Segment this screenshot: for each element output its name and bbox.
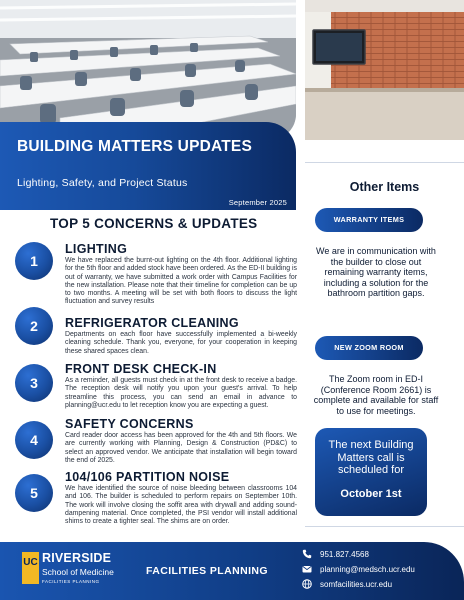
concern-title: FRONT DESK CHECK-IN — [65, 362, 217, 376]
web-icon — [302, 579, 312, 589]
issue-date: September 2025 — [228, 198, 287, 207]
new-zoom-room-label: NEW ZOOM ROOM — [315, 336, 423, 360]
concern-title: SAFETY CONCERNS — [65, 417, 194, 431]
concern-number-badge: 4 — [15, 421, 53, 459]
page-subtitle: Lighting, Safety, and Project Status — [17, 177, 188, 189]
ucr-logo — [22, 550, 122, 592]
department-name: FACILITIES PLANNING — [146, 565, 268, 577]
page-title: BUILDING MATTERS UPDATES — [17, 138, 252, 155]
concern-body: Card reader door access has been approved for the 4th and 5th floors. We are currently working with Planning, Design & Construction (PD&C) to select an approved vendor. We anticipate that installation will begin toward the end of 2025. — [65, 432, 297, 464]
logo-school: School of Medicine — [42, 567, 114, 577]
zoom-room-photo — [305, 0, 464, 140]
logo-dept: FACILITIES PLANNING — [42, 579, 100, 584]
concern-title: REFRIGERATOR CLEANING — [65, 316, 239, 330]
classroom-photo — [0, 0, 296, 140]
email-address[interactable]: planning@medsch.ucr.edu — [320, 565, 415, 574]
warranty-items-label: WARRANTY ITEMS — [315, 208, 423, 232]
uc-logo-mark: UC — [22, 552, 39, 584]
concern-title: 104/106 PARTITION NOISE — [65, 470, 230, 484]
concern-title: LIGHTING — [65, 242, 128, 256]
warranty-items-text: We are in communication with the builder to close out remaining warranty items, including a solution for the bathroom partition gaps. — [316, 246, 436, 298]
concern-number-badge: 1 — [15, 242, 53, 280]
next-call-date: October 1st — [340, 488, 402, 500]
website-url[interactable]: somfacilities.ucr.edu — [320, 580, 393, 589]
logo-name: RIVERSIDE — [42, 551, 112, 565]
next-call-box — [315, 428, 427, 516]
concerns-heading: TOP 5 CONCERNS & UPDATES — [50, 216, 258, 231]
concern-body: We have identified the source of noise bleeding between classrooms 104 and 106. The builder is scheduled to perform repairs on September 10th. The work will involve closing the soffit area with drywall and adding sound-dampening material. Once completed, the PSI vendor will install additional shims to create a tighter seal. The shims are on order. — [65, 485, 297, 526]
phone-icon — [302, 549, 312, 559]
phone-number[interactable]: 951.827.4568 — [320, 550, 369, 559]
next-call-text: The next Building Matters call is scheduled for — [328, 439, 414, 476]
concern-number-badge: 2 — [15, 307, 53, 345]
new-zoom-room-text: The Zoom room in ED-I (Conference Room 2661) is complete and available for staff to use for meetings. — [313, 374, 439, 416]
concern-number-badge: 5 — [15, 474, 53, 512]
concern-body: Departments on each floor have successfully implemented a bi-weekly cleaning schedule. Thank you, everyone, for your cooperation in keeping these shared spaces clean. — [65, 331, 297, 355]
concern-number-badge: 3 — [15, 364, 53, 402]
concern-body: We have replaced the burnt-out lighting on the 4th floor. Additional lighting for the 5th floor and added stock have been ordered. As the ED-II building is out of warranty, we have submitted a work order with Campus Facilities for the new installation. Please note that their timeline for completion can be up to two months. A meeting will be set with both floors to discuss the light fluctuation and survey results — [65, 257, 297, 306]
title-banner — [0, 122, 296, 210]
other-items-heading: Other Items — [349, 180, 420, 194]
email-icon — [302, 564, 312, 574]
concern-body: As a reminder, all guests must check in at the front desk to receive a badge. The reception desk will notify you upon your guest's arrival. To help streamline this process, you can send an email in advance to planning@ucr.edu to let reception know you are expecting a guest. — [65, 377, 297, 409]
footer — [0, 542, 464, 600]
other-items-sidebar — [305, 140, 464, 540]
